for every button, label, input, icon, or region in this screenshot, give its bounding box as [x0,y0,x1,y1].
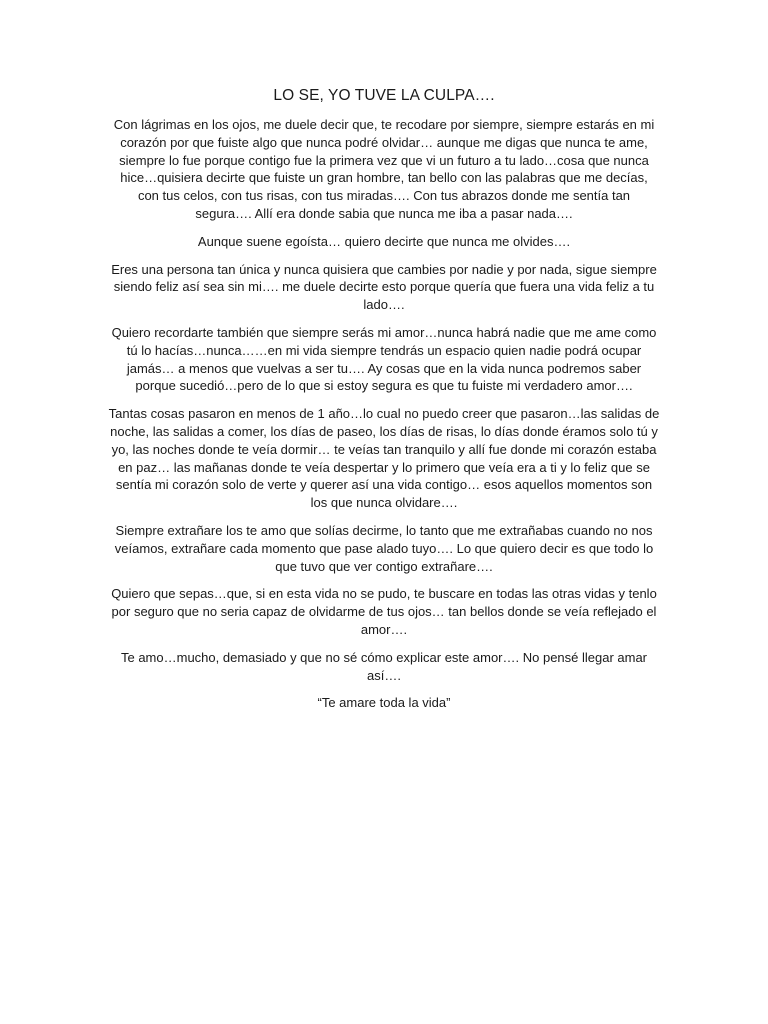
paragraph-4: Quiero recordarte también que siempre serás mi amor…nunca habrá nadie que me ame como tú lo hacías…nunca……en mi vida siempre tendrás un espacio quien nadie podrá ocupar jamás… a menos que vuelvas a ser tu…. Ay cosas que en la vida nunca podremos saber porque sucedió…pero de lo que si estoy segura es que tu fuiste mi verdadero amor…. [111,324,657,394]
paragraph-5: Tantas cosas pasaron en menos de 1 año…lo cual no puedo creer que pasaron…las salidas de noche, las salidas a comer, los días de paseo, los días de risas, lo días donde éramos solo tú y yo, las noches donde te veía dormir… te veías tan tranquilo y allí fue donde mi corazón estaba en paz… las mañanas donde te veía despertar y lo primero que veía era a ti y lo feliz que se sentía mi corazón solo de verte y querer así una vida contigo… esos aquellos momentos son los que nunca olvidare…. [108,406,660,511]
paragraph-6: Siempre extrañare los te amo que solías decirme, lo tanto que me extrañabas cuando no nos veíamos, extrañare cada momento que pase alado tuyo…. Lo que quiero decir es que todo lo que tuvo que ver contigo extrañare…. [114,522,654,574]
paragraph-1: Con lágrimas en los ojos, me duele decir que, te recodare por siempre, siempre estarás en mi corazón por que fuiste algo que nunca podré olvidar… aunque me digas que nunca te ame, siempre lo fue porque contigo fue la primera vez que vi un futuro a tu lado…cosa que nunca hice…quisiera decirte que fuiste un gran hombre, tan bello con las palabras que me decías, con tus celos, con tus risas, con tus miradas…. Con tus abrazos donde me sentía tan segura…. Allí era donde sabia que nunca me iba a pasar nada…. [113,117,655,221]
paragraph-8: Te amo…mucho, demasiado y que no sé cómo explicar este amor…. No pensé llegar amar así…. [120,649,648,683]
document-title: LO SE, YO TUVE LA CULPA…. [273,87,495,104]
closing-quote: “Te amare toda la vida” [317,695,451,711]
document-page [108,86,660,722]
paragraph-3: Eres una persona tan única y nunca quisiera que cambies por nadie y por nada, sigue siempre siendo feliz así sea sin mi…. me duele decirte esto porque quería que fuera una vida feliz a tu lado…. [111,261,657,313]
paragraph-2: Aunque suene egoísta… quiero decirte que nunca me olvides…. [197,233,571,249]
paragraph-7: Quiero que sepas…que, si en esta vida no se pudo, te buscare en todas las otras vidas y tenlo por seguro que no seria capaz de olvidarme de tus ojos… tan bellos donde se veía reflejado el amor…. [111,586,657,637]
